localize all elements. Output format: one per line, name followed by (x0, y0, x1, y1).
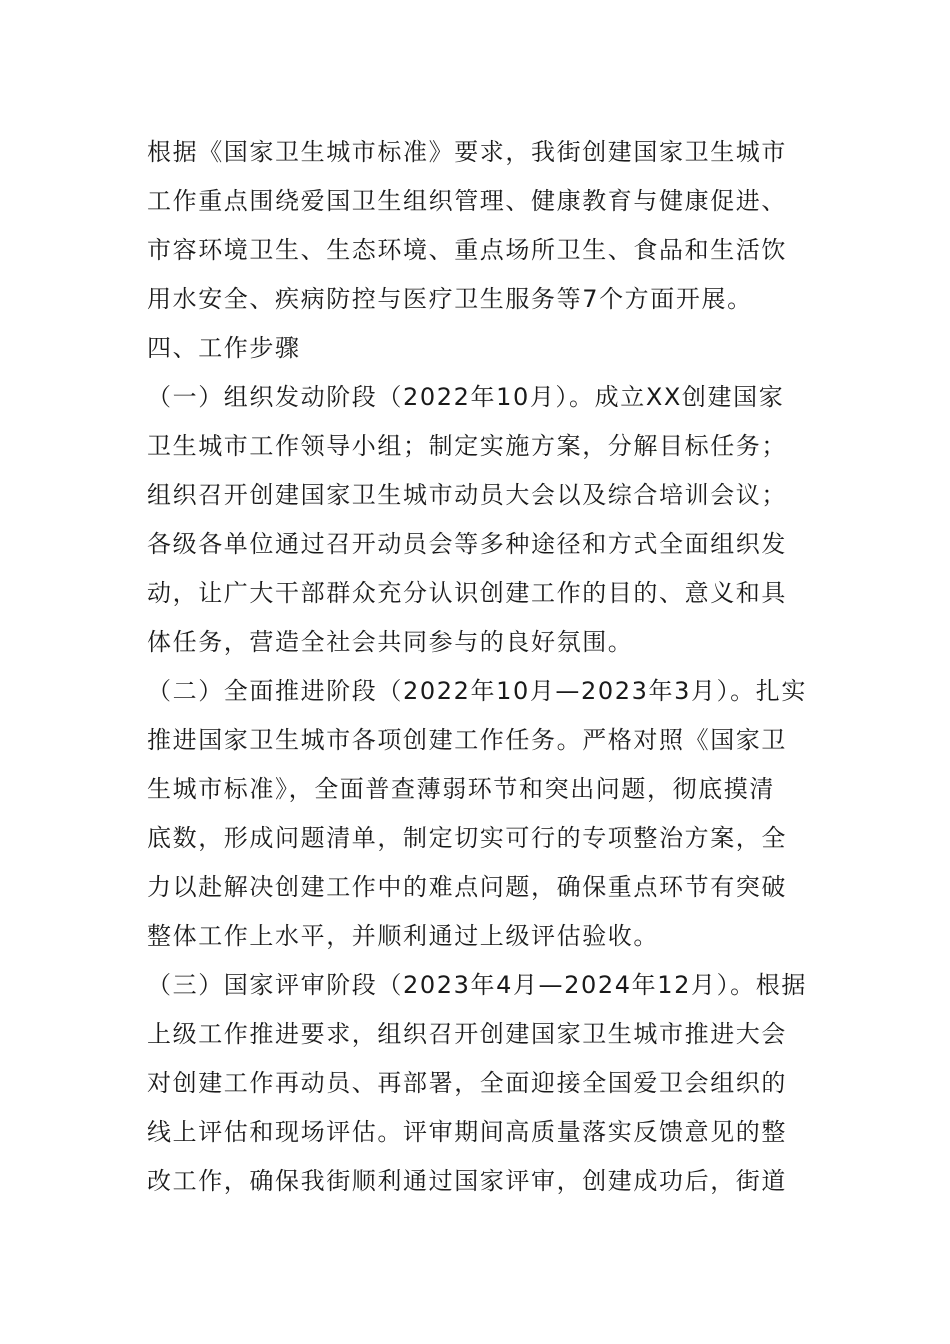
text-line: 线上评估和现场评估。评审期间高质量落实反馈意见的整 (147, 1118, 787, 1146)
text-line: 推进国家卫生城市各项创建工作任务。严格对照《国家卫 (147, 726, 787, 754)
section-heading: 四、工作步骤 (147, 334, 301, 362)
text-line: 体任务，营造全社会共同参与的良好氛围。 (147, 628, 634, 656)
text-line: 用水安全、疾病防控与医疗卫生服务等7个方面开展。 (147, 285, 753, 313)
document-body (147, 128, 807, 1206)
text-line: 整体工作上水平，并顺利通过上级评估验收。 (147, 922, 659, 950)
text-line: 卫生城市工作领导小组；制定实施方案，分解目标任务； (147, 432, 787, 460)
text-line: 对创建工作再动员、再部署，全面迎接全国爱卫会组织的 (147, 1069, 787, 1097)
text-line: 工作重点围绕爱国卫生组织管理、健康教育与健康促进、 (147, 187, 787, 215)
text-line: 生城市标准》，全面普查薄弱环节和突出问题，彻底摸清 (147, 775, 775, 803)
text-line: 市容环境卫生、生态环境、重点场所卫生、食品和生活饮 (147, 236, 787, 264)
text-line: 底数，形成问题清单，制定切实可行的专项整治方案，全 (147, 824, 787, 852)
text-line: （二）全面推进阶段（2022年10月—2023年3月）。扎实 (147, 677, 807, 705)
text-line: 组织召开创建国家卫生城市动员大会以及综合培训会议； (147, 481, 787, 509)
text-line: （一）组织发动阶段（2022年10月）。成立XX创建国家 (147, 383, 785, 411)
text-line: 根据《国家卫生城市标准》要求，我街创建国家卫生城市 (147, 138, 787, 166)
text-line: 各级各单位通过召开动员会等多种途径和方式全面组织发 (147, 530, 787, 558)
text-line: （三）国家评审阶段（2023年4月—2024年12月）。根据 (147, 971, 807, 999)
text-line: 力以赴解决创建工作中的难点问题，确保重点环节有突破 (147, 873, 787, 901)
text-line: 改工作，确保我街顺利通过国家评审，创建成功后，街道 (147, 1167, 787, 1195)
text-line: 动，让广大干部群众充分认识创建工作的目的、意义和具 (147, 579, 787, 607)
text-line: 上级工作推进要求，组织召开创建国家卫生城市推进大会 (147, 1020, 787, 1048)
